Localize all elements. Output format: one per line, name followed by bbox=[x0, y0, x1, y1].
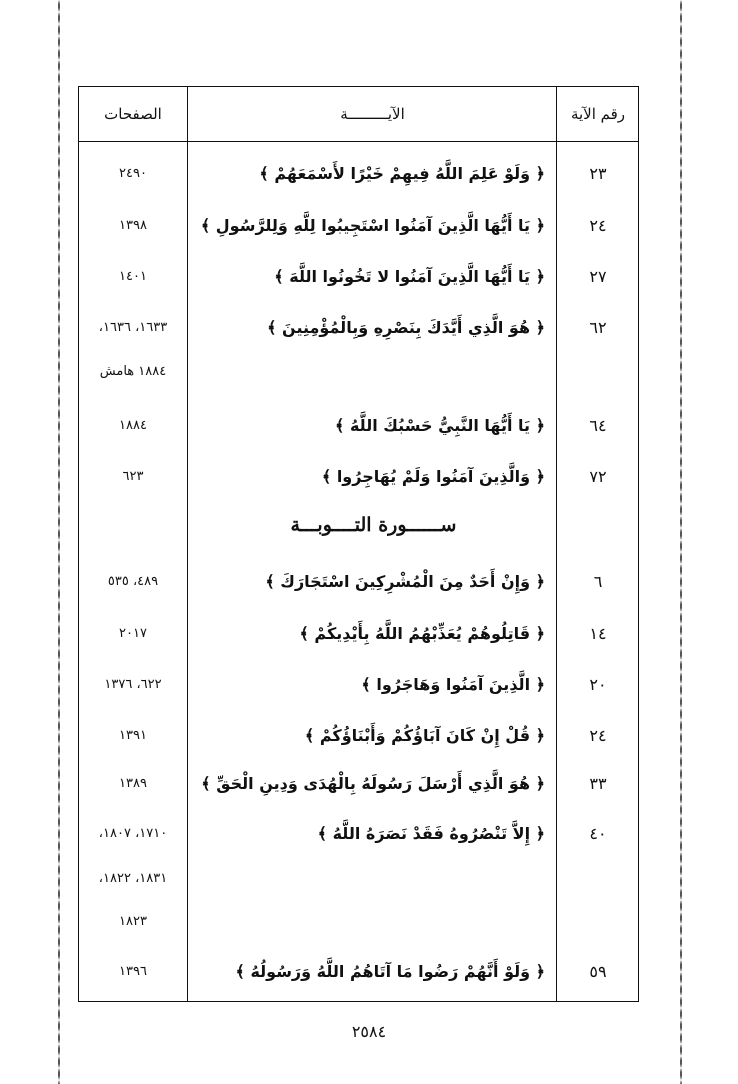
verse-number bbox=[558, 351, 638, 391]
verse-text: ﴿ وَلَوْ عَلِمَ اللَّهُ فِيهِمْ خَيْرًا لأَسْمَعَهُمْ ﴾ bbox=[259, 163, 545, 183]
table-row bbox=[79, 951, 638, 991]
page-refs: ١٣٩٨ bbox=[119, 217, 147, 233]
verse-text: ﴿ الَّذِينَ آمَنُوا وَهَاجَرُوا ﴾ bbox=[361, 674, 545, 694]
verse-text: ﴿ يَا أَيُّهَا الَّذِينَ آمَنُوا اسْتَجِيبُوا لِلَّهِ وَلِلرَّسُولِ ﴾ bbox=[200, 215, 545, 235]
page-refs: ١٨٨٤ bbox=[119, 417, 147, 433]
verse-text bbox=[189, 351, 549, 391]
verse-text: ﴿ إِلاَّ تَنْصُرُوهُ فَقَدْ نَصَرَهُ اللَّهُ ﴾ bbox=[317, 823, 545, 843]
verse-number: ٢٣ bbox=[589, 163, 607, 183]
table-row bbox=[79, 205, 638, 245]
page-refs: ٦٢٢، ١٣٧٦ bbox=[104, 676, 162, 692]
page-refs: ١٤٠١ bbox=[119, 268, 147, 284]
page-refs: ١٨٢٣ bbox=[119, 913, 147, 929]
page-refs: ١٨٣١، ١٨٢٢، bbox=[98, 870, 168, 886]
verse-text: ﴿ وَإِنْ أَحَدٌ مِنَ الْمُشْرِكِينَ اسْتَجَارَكَ ﴾ bbox=[265, 571, 545, 591]
verse-number: ٦ bbox=[593, 571, 603, 591]
verse-number: ٣٣ bbox=[589, 773, 607, 793]
right-margin-dots bbox=[680, 0, 682, 1084]
index-table bbox=[78, 86, 639, 1002]
table-row bbox=[79, 561, 638, 601]
page-refs: ١٧١٠، ١٨٠٧، bbox=[98, 825, 168, 841]
table-row bbox=[79, 901, 638, 941]
table-row bbox=[79, 858, 638, 898]
verse-number: ٤٠ bbox=[589, 823, 607, 843]
table-row bbox=[79, 456, 638, 496]
verse-number: ١٤ bbox=[589, 623, 607, 643]
header-verse: الآيـــــــــة bbox=[340, 105, 405, 123]
page-refs: ١٣٩١ bbox=[119, 727, 147, 743]
page-number: ٢٥٨٤ bbox=[351, 1022, 387, 1041]
verse-text: ﴿ يَا أَيُّهَا الَّذِينَ آمَنُوا لا تَخُونُوا اللَّهَ ﴾ bbox=[274, 266, 545, 286]
table-header bbox=[79, 87, 638, 142]
table-row bbox=[79, 153, 638, 193]
verse-text bbox=[189, 858, 549, 898]
table-row bbox=[79, 813, 638, 853]
page-refs: ٢٤٩٠ bbox=[119, 165, 147, 181]
verse-number bbox=[558, 858, 638, 898]
verse-text: ﴿ قَاتِلُوهُمْ يُعَذِّبْهُمُ اللَّهُ بِأَيْدِيكُمْ ﴾ bbox=[299, 623, 545, 643]
verse-number: ٥٩ bbox=[589, 961, 607, 981]
table-row bbox=[79, 664, 638, 704]
surah-heading: ســــــورة التــــوبـــة bbox=[290, 514, 457, 536]
verse-number: ٢٤ bbox=[589, 215, 607, 235]
verse-number: ٦٢ bbox=[589, 317, 607, 337]
table-row bbox=[79, 351, 638, 391]
page-refs: ١٣٨٩ bbox=[119, 775, 147, 791]
table-row bbox=[79, 307, 638, 347]
left-margin-dots bbox=[58, 0, 60, 1084]
verse-text: ﴿ هُوَ الَّذِي أَيَّدَكَ بِنَصْرِهِ وَبِالْمُؤْمِنِينَ ﴾ bbox=[267, 317, 545, 337]
table-row bbox=[79, 256, 638, 296]
table-row bbox=[79, 405, 638, 445]
page-refs: ١٣٩٦ bbox=[119, 963, 147, 979]
page-refs: ١٦٣٣، ١٦٣٦، bbox=[98, 319, 168, 335]
table-row bbox=[79, 715, 638, 755]
verse-number: ٧٢ bbox=[589, 466, 607, 486]
header-pages: الصفحات bbox=[104, 105, 162, 123]
header-verse-number: رقم الآية bbox=[570, 105, 626, 123]
table-row bbox=[79, 613, 638, 653]
page-refs: ١٨٨٤ هامش bbox=[99, 363, 167, 379]
verse-text: ﴿ وَلَوْ أَنَّهُمْ رَضُوا مَا آتَاهُمُ اللَّهُ وَرَسُولُهُ ﴾ bbox=[235, 961, 545, 981]
verse-number: ٢٧ bbox=[589, 266, 607, 286]
verse-text: ﴿ وَالَّذِينَ آمَنُوا وَلَمْ يُهَاجِرُوا ﴾ bbox=[321, 466, 545, 486]
verse-number: ٢٠ bbox=[589, 674, 607, 694]
page-refs: ٢٠١٧ bbox=[119, 625, 147, 641]
verse-number: ٦٤ bbox=[589, 415, 607, 435]
verse-text bbox=[189, 901, 549, 941]
verse-text: ﴿ هُوَ الَّذِي أَرْسَلَ رَسُولَهُ بِالْهُدَى وَدِينِ الْحَقِّ ﴾ bbox=[201, 773, 545, 793]
verse-text: ﴿ يَا أَيُّهَا النَّبِيُّ حَسْبُكَ اللَّهُ ﴾ bbox=[335, 415, 545, 435]
verse-text: ﴿ قُلْ إِنْ كَانَ آبَاؤُكُمْ وَأَبْنَاؤُكُمْ ﴾ bbox=[304, 725, 545, 745]
verse-number: ٢٤ bbox=[589, 725, 607, 745]
page-refs: ٤٨٩، ٥٣٥ bbox=[107, 573, 159, 589]
verse-number bbox=[558, 901, 638, 941]
table-row bbox=[79, 763, 638, 803]
page-refs: ٦٢٣ bbox=[122, 468, 144, 484]
